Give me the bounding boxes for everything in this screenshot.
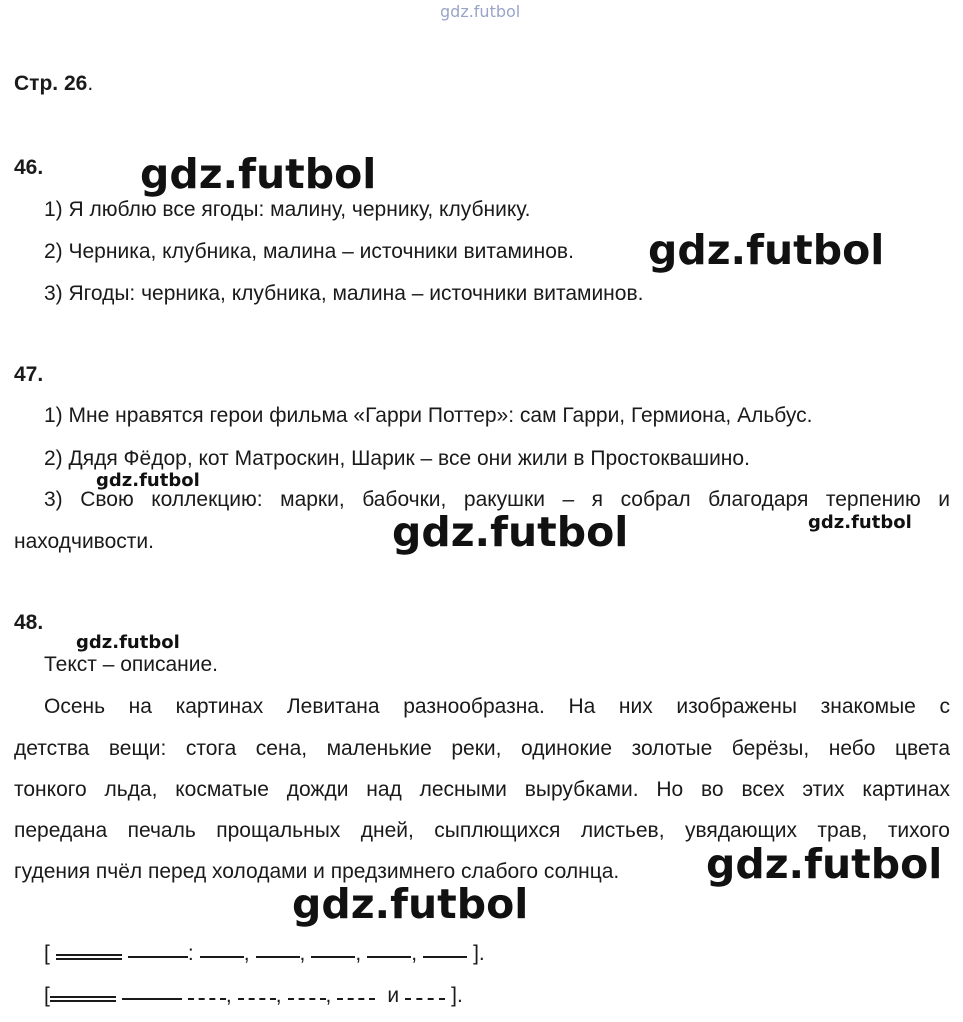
- watermark-top: gdz.futbol: [440, 2, 521, 21]
- task-48-para-line-5: гудения пчёл перед холодами и предзимнего слабого солнца.: [14, 860, 620, 883]
- predicate-line: [128, 956, 188, 958]
- page-dot: .: [87, 72, 94, 95]
- task-46-number: 46.: [14, 156, 44, 179]
- task-47-line-3-cont: находчивости.: [14, 530, 154, 553]
- member-line: [256, 956, 300, 958]
- task-48-type: Текст – описание.: [44, 653, 219, 676]
- task-46-line-3: 3) Ягоды: черника, клубника, малина – источники витаминов.: [44, 282, 644, 305]
- task-47-line-2: 2) Дядя Фёдор, кот Матроскин, Шарик – все они жили в Простоквашино.: [44, 447, 750, 470]
- schema-comma: ,: [275, 984, 282, 1007]
- subject-line: [56, 954, 122, 960]
- object-line: [405, 998, 445, 1000]
- predicate-line: [122, 998, 182, 1000]
- watermark: gdz.futbol: [76, 632, 180, 653]
- member-line: [311, 956, 355, 958]
- schema-colon: :: [187, 942, 194, 965]
- object-line: [188, 998, 226, 1000]
- schema-comma: ,: [355, 942, 362, 965]
- member-line: [423, 956, 467, 958]
- schema-comma: ,: [299, 942, 306, 965]
- schema-bracket-open: [: [44, 942, 50, 965]
- schema-comma: ,: [411, 942, 418, 965]
- member-line: [367, 956, 411, 958]
- page-title: [14, 72, 93, 96]
- sentence-schema-2: [44, 984, 463, 1008]
- task-46-line-2: 2) Черника, клубника, малина – источники витаминов.: [44, 240, 574, 263]
- task-47-line-3: 3) Свою коллекцию: марки, бабочки, ракушки – я собрал благодаря терпению и: [44, 488, 950, 511]
- task-47-line-1: 1) Мне нравятся герои фильма «Гарри Поттер»: сам Гарри, Гермиона, Альбус.: [44, 404, 813, 427]
- task-48-number: 48.: [14, 611, 44, 634]
- watermark: gdz.futbol: [292, 880, 529, 928]
- task-46-line-1: 1) Я люблю все ягоды: малину, чернику, клубнику.: [44, 198, 531, 221]
- watermark: gdz.futbol: [706, 840, 943, 888]
- schema-and: и: [387, 984, 400, 1007]
- member-line: [200, 956, 244, 958]
- schema-comma: ,: [225, 984, 232, 1007]
- task-48-para-line-1: Осень на картинах Левитана разнообразна. На них изображены знакомые с: [44, 695, 950, 718]
- watermark: gdz.futbol: [392, 508, 629, 556]
- task-48-para-line-2: детства вещи: стога сена, маленькие реки, одинокие золотые берёзы, небо цвета: [14, 737, 950, 760]
- watermark: gdz.futbol: [140, 150, 377, 198]
- watermark: gdz.futbol: [648, 226, 885, 274]
- subject-line: [50, 996, 116, 1002]
- schema-comma: ,: [243, 942, 250, 965]
- object-line: [238, 998, 276, 1000]
- task-47-number: 47.: [14, 363, 44, 386]
- watermark: gdz.futbol: [808, 512, 912, 533]
- sentence-schema-1: [44, 942, 485, 966]
- schema-bracket-open: [: [44, 984, 50, 1007]
- object-line: [288, 998, 326, 1000]
- watermark: gdz.futbol: [96, 470, 200, 491]
- task-48-para-line-4: передана печаль прощальных дней, сыплющихся листьев, увядающих трав, тихого: [14, 819, 950, 842]
- schema-bracket-close: ].: [473, 942, 485, 965]
- schema-bracket-close: ].: [451, 984, 463, 1007]
- task-48-para-line-3: тонкого льда, косматые дожди над лесными вырубками. Но во всех этих картинах: [14, 778, 950, 801]
- page-label: Стр. 26: [14, 72, 88, 95]
- object-line: [337, 998, 375, 1000]
- schema-comma: ,: [325, 984, 332, 1007]
